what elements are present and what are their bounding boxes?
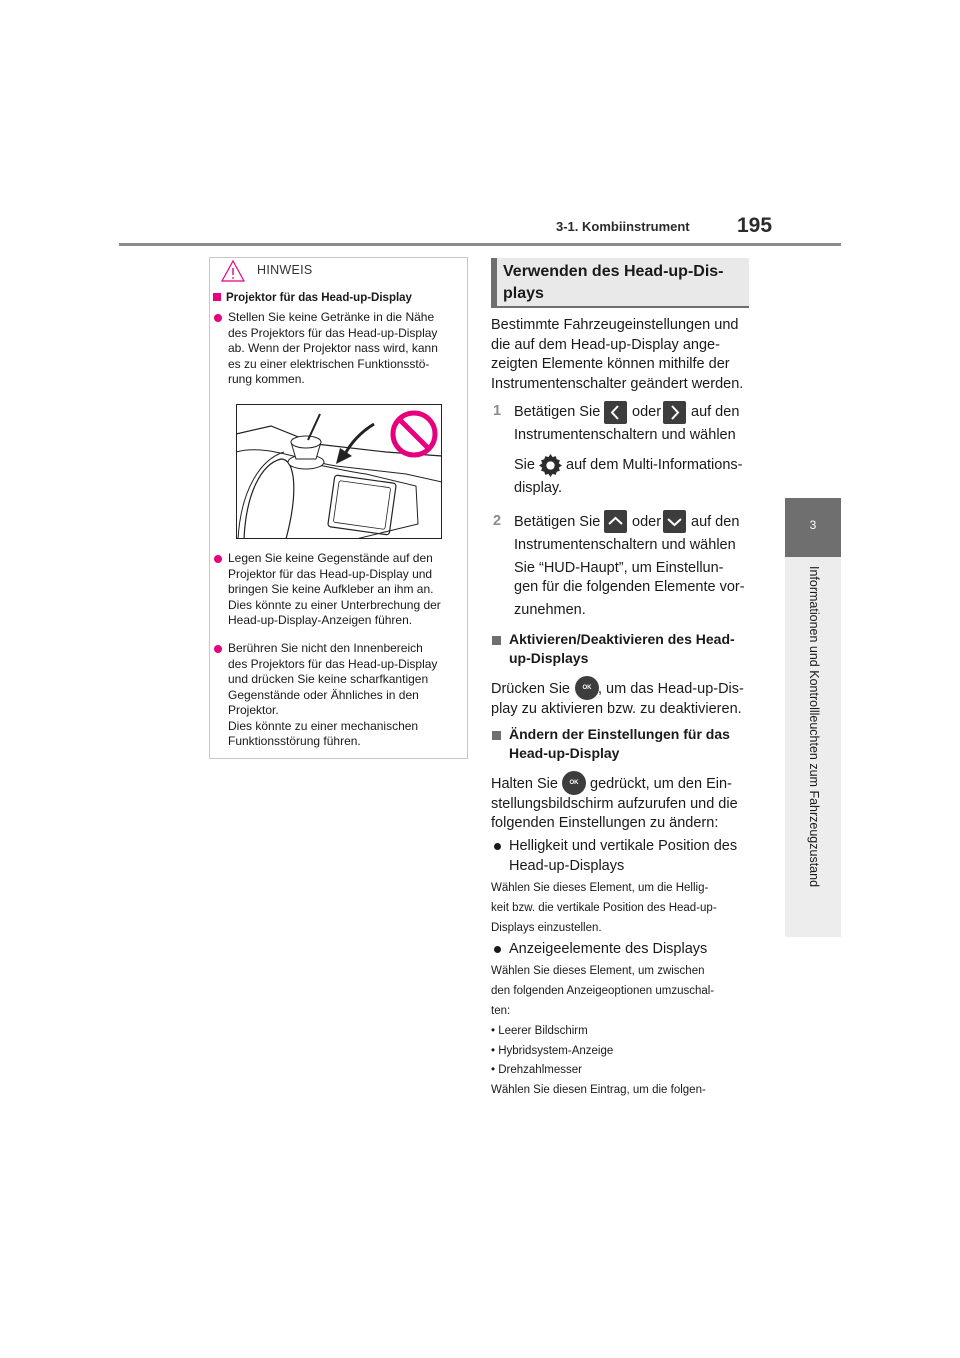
text-line: ab. Wenn der Projektor nass wird, kann: [228, 341, 438, 355]
section-title-line: Verwenden des Head-up-Dis-: [503, 263, 724, 280]
list-item: • Leerer Bildschirm: [491, 1025, 588, 1037]
text-line: Funktionsstörung führen.: [228, 734, 361, 748]
warning-icon: [221, 260, 245, 282]
text-line: Aktivieren/Deaktivieren des Head-: [509, 631, 735, 647]
projector-illustration: [236, 404, 442, 539]
step2-line4: gen für die folgenden Elemente vor-: [514, 579, 745, 595]
section-title-line: plays: [503, 285, 544, 302]
text-line: und drücken Sie keine scharfkantigen: [228, 672, 429, 686]
text-line: Stellen Sie keine Getränke in die Nähe: [228, 310, 435, 324]
item-display-elements: Anzeigeelemente des Displays: [509, 941, 708, 957]
text-line: Projektor für das Head-up-Display und: [228, 566, 433, 581]
bullet-icon: [214, 555, 222, 563]
step1-text-c: auf den: [691, 404, 740, 420]
bullet-icon: [214, 314, 222, 322]
notice-bullet-2: [228, 551, 460, 629]
list-item: • Drehzahlmesser: [491, 1064, 582, 1076]
ok-button-icon: OK: [562, 771, 586, 795]
notice-bullet-1: [228, 310, 460, 388]
text-line: des Projektors für das Head-up-Display: [228, 656, 438, 671]
sub2-line3: folgenden Einstellungen zu ändern:: [491, 815, 719, 831]
text-line: keit bzw. die vertikale Position des Head-up-: [491, 902, 717, 914]
sub2-line2: stellungsbildschirm aufzurufen und die: [491, 796, 738, 812]
step-number-1: 1: [493, 403, 502, 419]
step1-line2: Instrumentenschaltern und wählen: [514, 427, 736, 443]
subheading-settings: [509, 725, 749, 763]
text-line: Legen Sie keine Gegenstände auf den: [228, 551, 433, 565]
sub1-line2: play zu aktivieren bzw. zu deaktivieren.: [491, 701, 742, 717]
text-line: den folgenden Anzeigeoptionen umzuschal-: [491, 985, 715, 997]
text-line: es zu einer elektrischen Funktionsstö-: [228, 356, 430, 371]
text-line: Head-up-Display-Anzeigen führen.: [228, 613, 413, 627]
text-line: Wählen Sie dieses Element, um die Hellig-: [491, 882, 709, 894]
chevron-up-icon: [604, 510, 627, 533]
text-line: zeigten Elemente können mithilfe der: [491, 356, 730, 372]
notice-bullet-3: [228, 641, 460, 750]
chevron-right-icon: [663, 401, 686, 424]
chevron-down-icon: [663, 510, 686, 533]
sub1-text-b: , um das Head-up-Dis-: [598, 681, 744, 697]
step2-text-b: oder: [632, 514, 662, 530]
sub2-text-b: gedrückt, um den Ein-: [590, 776, 732, 792]
section-heading-bar: [491, 258, 497, 308]
bullet-icon: [214, 645, 222, 653]
text-line: Ändern der Einstellungen für das: [509, 726, 730, 742]
notice-subheading: [213, 292, 412, 304]
sub2-text-a: Halten Sie: [491, 776, 558, 792]
step2-text-a: Betätigen Sie: [514, 514, 601, 530]
gear-icon: [538, 453, 561, 476]
step-number-2: 2: [493, 513, 502, 529]
text-line: Gegenstände oder Ähnliches in den: [228, 687, 419, 702]
running-header: 3-1. Kombiinstrument: [556, 219, 690, 234]
step1-text-b: oder: [632, 404, 662, 420]
text-line: Dies könnte zu einer Unterbrechung der: [228, 597, 441, 612]
step1-text-e: auf dem Multi-Informations-: [566, 457, 743, 473]
text-line: die auf dem Head-up-Display ange-: [491, 336, 720, 353]
text-line: Head-up-Display: [509, 745, 620, 761]
step1-line4: display.: [514, 480, 563, 496]
text-line: des Projektors für das Head-up-Display: [228, 325, 438, 340]
section-heading-rule: [491, 306, 749, 308]
text-line: Head-up-Displays: [509, 857, 625, 874]
step2-line2: Instrumentenschaltern und wählen: [514, 537, 736, 553]
text-line: Bestimmte Fahrzeugeinstellungen und: [491, 317, 739, 333]
text-line: Wählen Sie dieses Element, um zwischen: [491, 965, 705, 977]
subheading-activate: [509, 630, 749, 668]
notice-subheading-text: Projektor für das Head-up-Display: [226, 292, 412, 304]
bullet-icon: [494, 946, 501, 953]
header-rule: [119, 243, 841, 246]
text-line: Berühren Sie nicht den Innenbereich: [228, 641, 423, 655]
section-title: [503, 261, 743, 305]
sub1-text-a: Drücken Sie: [491, 681, 570, 697]
item-brightness-desc: [491, 878, 753, 938]
step2-line5: zunehmen.: [514, 602, 586, 618]
bullet-icon: [494, 843, 501, 850]
item-brightness: [509, 837, 749, 876]
step2-text-c: auf den: [691, 514, 740, 530]
step1-text-d: Sie: [514, 457, 535, 473]
chevron-left-icon: [604, 401, 627, 424]
text-line: ten:: [491, 1005, 511, 1017]
text-line: Instrumentenschalter geändert werden.: [491, 375, 744, 392]
list-item: • Hybridsystem-Anzeige: [491, 1045, 614, 1057]
step1-text-a: Betätigen Sie: [514, 404, 601, 420]
chapter-number: 3: [809, 518, 817, 532]
text-line: bringen Sie keine Aufkleber an ihm an.: [228, 582, 434, 596]
chapter-label: Informationen und Kontrollleuchten zum Fahrzeugzustand: [807, 566, 821, 888]
text-line: up-Displays: [509, 650, 589, 666]
step2-line3: Sie “HUD-Haupt”, um Einstellun-: [514, 560, 724, 576]
ok-button-icon: OK: [575, 676, 599, 700]
notice-title: HINWEIS: [257, 263, 313, 277]
text-line: Helligkeit und vertikale Position des: [509, 838, 738, 854]
square-bullet-icon: [213, 293, 221, 301]
item-display-elements-desc: [491, 961, 753, 1021]
intro-paragraph: [491, 316, 753, 394]
text-line: Dies könnte zu einer mechanischen: [228, 718, 419, 733]
text-line: rung kommen.: [228, 372, 305, 386]
square-bullet-icon: [492, 636, 501, 645]
text-line: Displays einzustellen.: [491, 922, 602, 934]
page-number: 195: [737, 214, 773, 237]
square-bullet-icon: [492, 731, 501, 740]
text-line: Projektor.: [228, 703, 279, 717]
last-line: Wählen Sie diesen Eintrag, um die folgen-: [491, 1084, 706, 1096]
